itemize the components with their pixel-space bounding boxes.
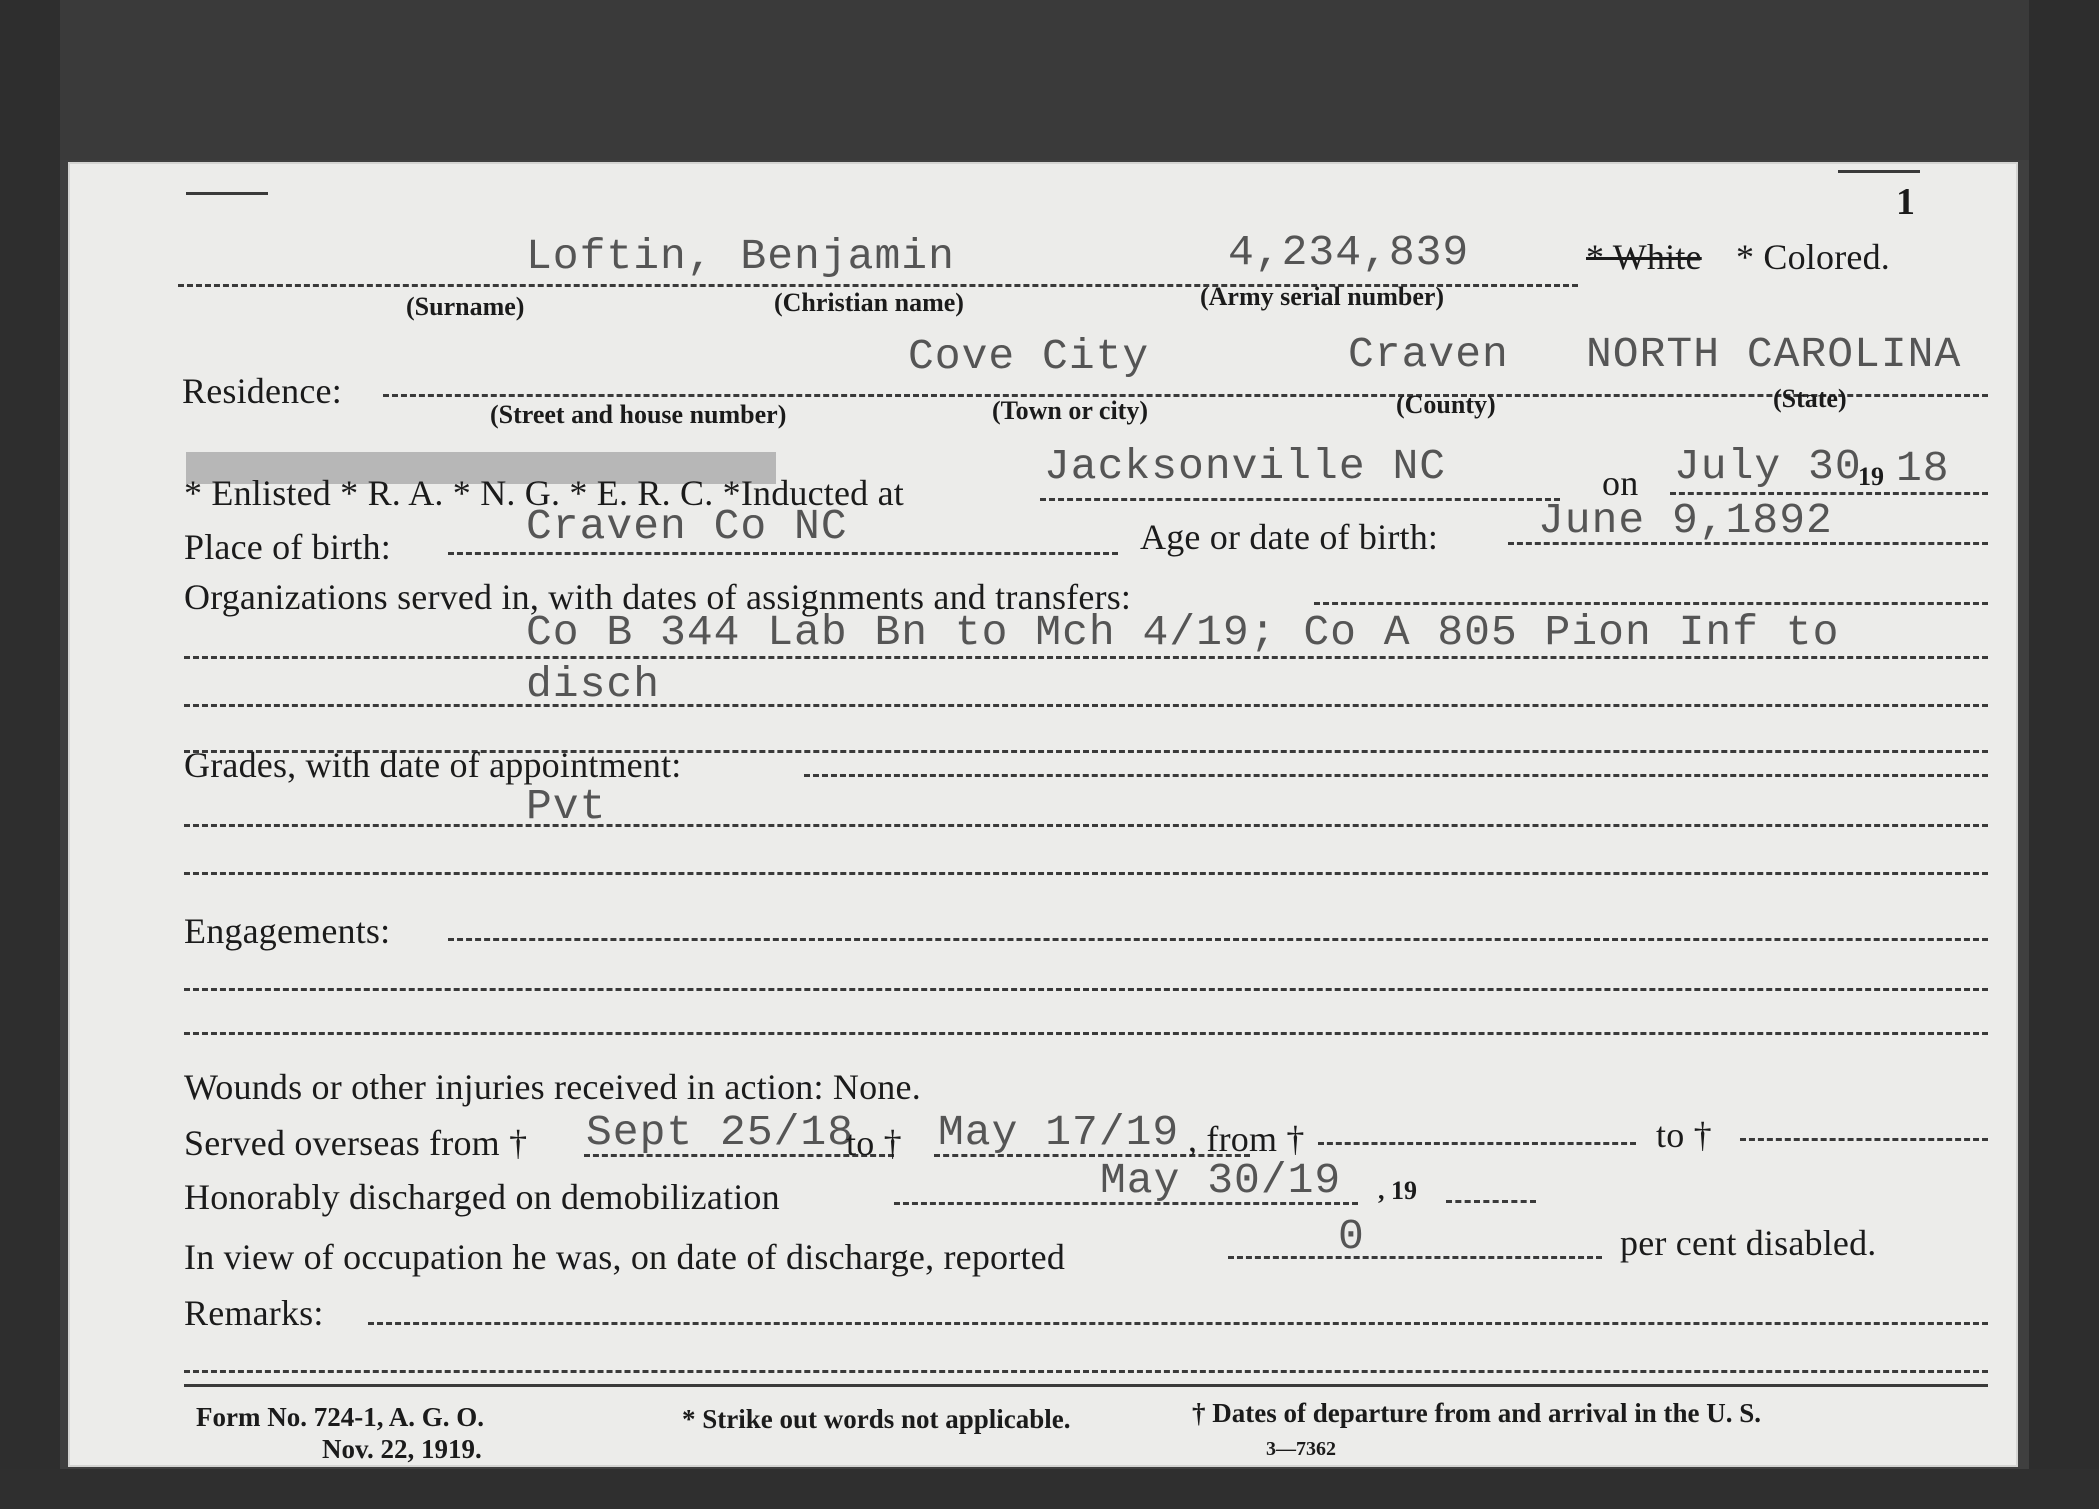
year-prefix: 19 [1858,462,1884,491]
grades-label: Grades, with date of appointment: [184,745,682,785]
organizations-line-2 [184,704,1988,707]
residence-line [383,394,1988,397]
scan-background-left [0,0,60,1509]
engagements-line-0 [448,938,1988,941]
induction-date-line [1670,492,1988,495]
scan-background-right [2029,0,2099,1509]
disabled-line [1228,1256,1602,1259]
residence-town-value: Cove City [908,332,1150,381]
disabled-label: per cent disabled. [1620,1223,1877,1263]
discharge-date-line [894,1202,1358,1205]
engagements-line-1 [184,988,1988,991]
overseas-from2-label: , from † [1188,1119,1305,1159]
town-caption: (Town or city) [992,396,1148,425]
inducted-at-line [1040,498,1560,501]
enlistment-type-label: * Enlisted * R. A. * N. G. * E. R. C. *Inducted at [184,473,904,513]
residence-label: Residence: [182,371,342,411]
discharge-year-label: , 19 [1378,1176,1417,1205]
discharge-year-line [1446,1200,1536,1203]
on-label: on [1602,463,1639,503]
dates-note: † Dates of departure from and arrival in the U. S. [1192,1398,1761,1428]
engagements-line-2 [184,1032,1988,1035]
grades-line-2 [184,872,1988,875]
top-left-rule [186,192,268,195]
race-white-label: * White [1586,237,1702,277]
organizations-line-1 [184,656,1988,659]
overseas-to2-line [1740,1138,1988,1141]
overseas-label: Served overseas from † [184,1123,528,1163]
strike-out-note: * Strike out words not applicable. [682,1404,1071,1434]
organizations-line-0 [1314,602,1988,605]
disabled-percent-value: 0 [1338,1212,1365,1261]
overseas-from2-line [1318,1142,1636,1145]
scan-background-bottom [0,1469,2099,1509]
discharge-date-value: May 30/19 [1100,1156,1342,1205]
grades-line-1 [184,824,1988,827]
inducted-at-value: Jacksonville NC [1044,442,1447,491]
serial-number-value: 4,234,839 [1228,228,1470,277]
birthplace-label: Place of birth: [184,527,391,567]
remarks-line-2 [184,1384,1988,1387]
race-colored-label: * Colored. [1736,237,1890,277]
surname-caption: (Surname) [406,292,525,321]
printer-code: 3—7362 [1266,1438,1336,1460]
birthplace-line [448,552,1118,555]
overseas-to-value: May 17/19 [938,1108,1180,1157]
wounds-label: Wounds or other injuries received in action: None. [184,1067,921,1107]
birth-date-value: June 9,1892 [1538,496,1833,545]
occupation-label: In view of occupation he was, on date of discharge, reported [184,1237,1066,1277]
state-caption: (State) [1773,384,1847,413]
scan-background-top [0,0,2099,160]
engagements-label: Engagements: [184,911,391,951]
residence-state-value: NORTH CAROLINA [1586,330,1962,379]
organizations-value-line2: disch [526,660,661,709]
overseas-to2-label: to † [1656,1115,1712,1155]
organizations-value-line1: Co B 344 Lab Bn to Mch 4/19; Co A 805 Pion Inf to [526,608,1840,657]
organizations-label: Organizations served in, with dates of assignments and transfers: [184,577,1132,617]
grade-value: Pvt [526,782,607,831]
induction-date-value: July 30 [1674,442,1862,491]
remarks-label: Remarks: [184,1293,324,1333]
form-number: Form No. 724-1, A. G. O. [196,1402,484,1432]
surname-name-value: Loftin, Benjamin [526,232,955,281]
form-date: Nov. 22, 1919. [322,1434,482,1464]
grades-line-0 [804,774,1988,777]
overseas-to-label: to † [846,1123,902,1163]
residence-county-value: Craven [1348,330,1509,379]
christian-name-caption: (Christian name) [774,288,964,317]
discharge-label: Honorably discharged on demobilization [184,1177,780,1217]
top-right-rule [1838,170,1920,173]
overseas-from-value: Sept 25/18 [586,1108,855,1157]
induction-year-value: 18 [1896,444,1950,493]
service-record-card [68,162,2018,1467]
birthplace-value: Craven Co NC [526,502,848,551]
age-label: Age or date of birth: [1140,517,1439,557]
county-caption: (County) [1396,390,1496,419]
birth-date-line [1508,542,1988,545]
remarks-line-0 [368,1322,1988,1325]
remarks-line-1 [184,1370,1988,1373]
serial-caption: (Army serial number) [1200,282,1445,311]
card-number: 1 [1896,181,1915,223]
street-caption: (Street and house number) [490,400,787,429]
